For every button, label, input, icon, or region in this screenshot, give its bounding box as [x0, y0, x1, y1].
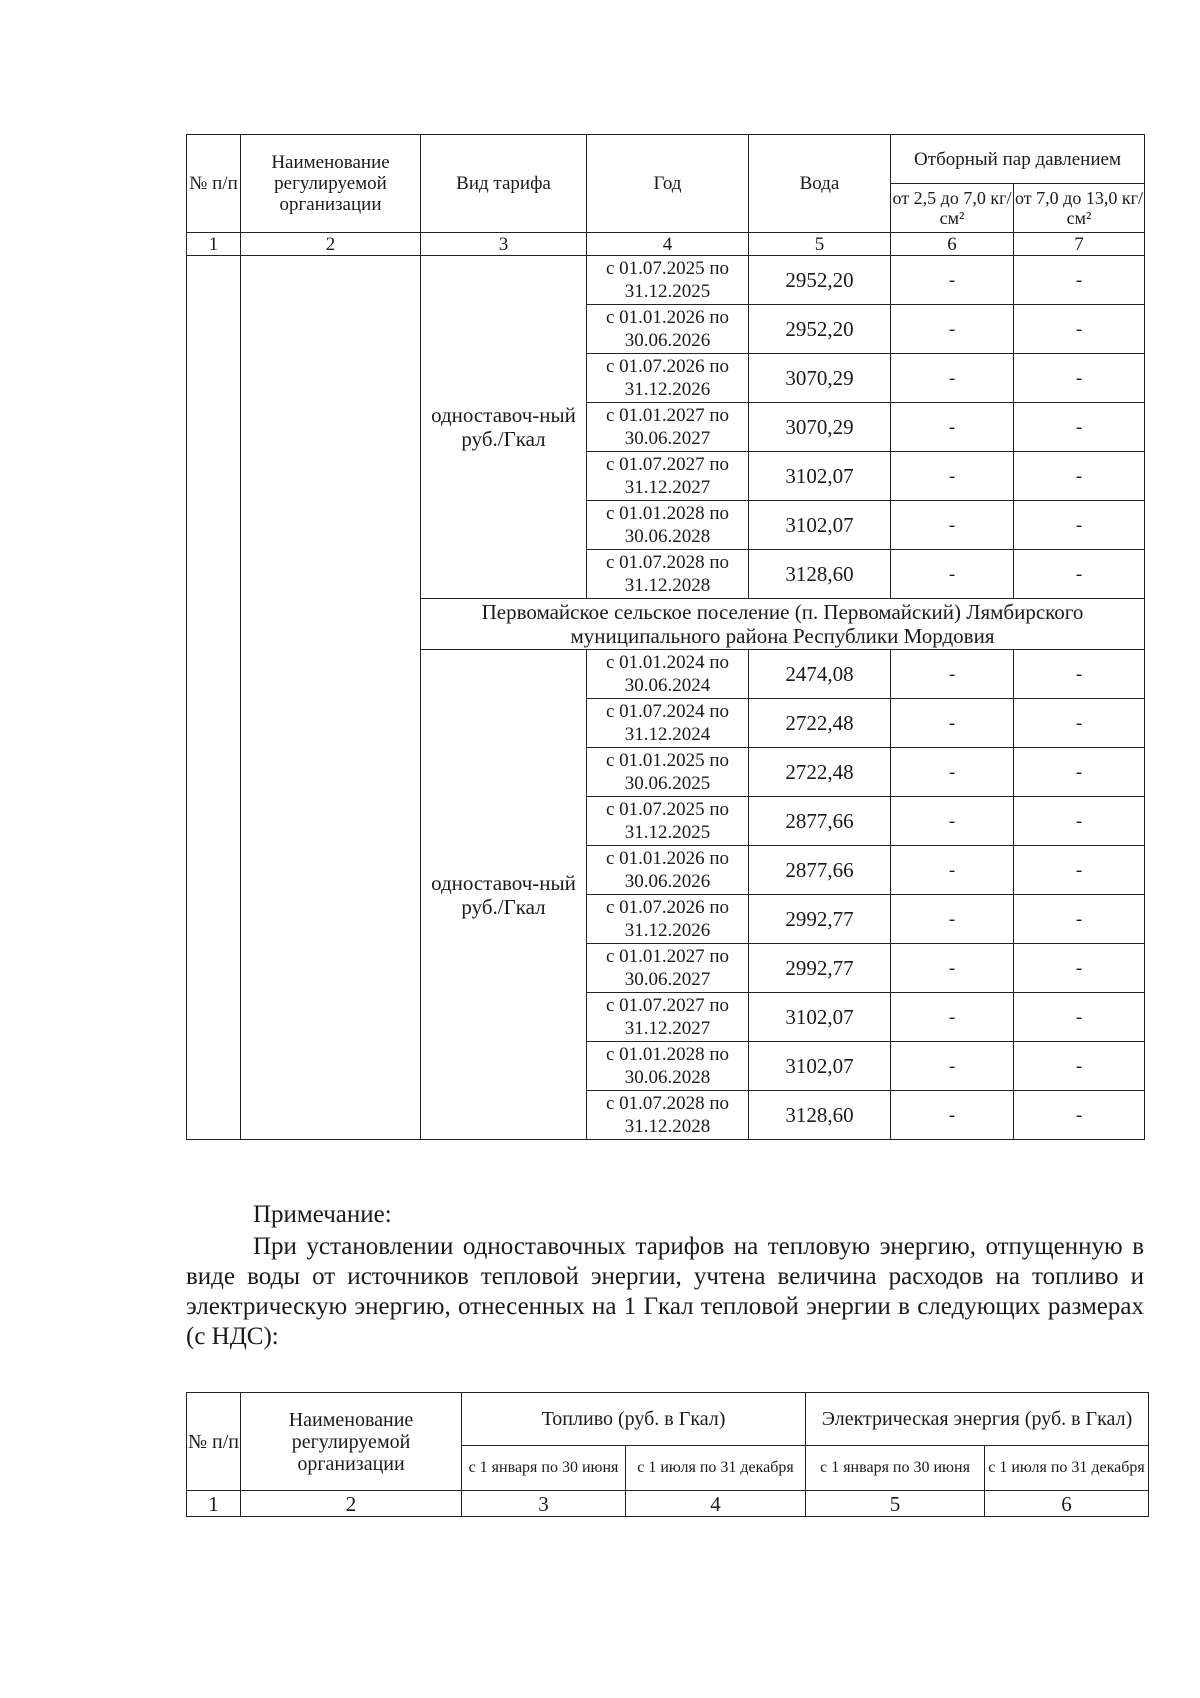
steam-high-cell: -: [1014, 1091, 1145, 1140]
column-number: 7: [1014, 233, 1145, 256]
t2-header-electricity: Электрическая энергия (руб. в Гкал): [806, 1393, 1149, 1446]
header-steam-low: от 2,5 до 7,0 кг/см²: [891, 184, 1014, 233]
period-cell: с 01.01.2025 по 30.06.2025: [587, 748, 749, 797]
region-title: Первомайское сельское поселение (п. Первомайский) Лямбирского муниципального района Республики Мордовия: [421, 599, 1145, 650]
water-tariff-cell: 2877,66: [749, 797, 891, 846]
steam-high-cell: -: [1014, 305, 1145, 354]
steam-low-cell: -: [891, 699, 1014, 748]
period-cell: с 01.07.2026 по 31.12.2026: [587, 895, 749, 944]
steam-high-cell: -: [1014, 748, 1145, 797]
water-tariff-cell: 2474,08: [749, 650, 891, 699]
t2-header-org: Наименование регулируемой организации: [241, 1393, 462, 1491]
steam-high-cell: -: [1014, 797, 1145, 846]
column-number: 5: [749, 233, 891, 256]
water-tariff-cell: 2952,20: [749, 256, 891, 305]
header-num: № п/п: [187, 135, 241, 233]
period-cell: с 01.07.2024 по 31.12.2024: [587, 699, 749, 748]
header-org: Наименование регулируемой организации: [241, 135, 421, 233]
column-number: 5: [806, 1491, 985, 1517]
water-tariff-cell: 3102,07: [749, 452, 891, 501]
header-tariff-type: Вид тарифа: [421, 135, 587, 233]
note-text: При установлении одноставочных тарифов на тепловую энергию, отпущенную в виде воды от источников тепловой энергии, учтена величина расходов на топливо и электрическую энергию, отнесенных на 1 Гкал тепловой энергии в следующих размерах (с НДС):: [186, 1233, 1144, 1350]
steam-low-cell: -: [891, 895, 1014, 944]
t2-header-num: № п/п: [187, 1393, 241, 1491]
steam-low-cell: -: [891, 305, 1014, 354]
period-cell: с 01.07.2026 по 31.12.2026: [587, 354, 749, 403]
steam-high-cell: -: [1014, 993, 1145, 1042]
period-cell: с 01.01.2027 по 30.06.2027: [587, 944, 749, 993]
steam-high-cell: -: [1014, 1042, 1145, 1091]
tariff-type-cell: одноставоч-ный руб./Гкал: [421, 650, 587, 1140]
water-tariff-cell: 2722,48: [749, 748, 891, 797]
column-number: 3: [462, 1491, 626, 1517]
period-cell: с 01.07.2027 по 31.12.2027: [587, 452, 749, 501]
column-number: 1: [187, 1491, 241, 1517]
period-cell: с 01.01.2024 по 30.06.2024: [587, 650, 749, 699]
org-name-cell: [241, 256, 421, 1140]
row-num-cell: [187, 256, 241, 1140]
steam-low-cell: -: [891, 354, 1014, 403]
water-tariff-cell: 3102,07: [749, 993, 891, 1042]
water-tariff-cell: 2722,48: [749, 699, 891, 748]
steam-high-cell: -: [1014, 256, 1145, 305]
water-tariff-cell: 2992,77: [749, 895, 891, 944]
water-tariff-cell: 3070,29: [749, 403, 891, 452]
steam-high-cell: -: [1014, 846, 1145, 895]
period-cell: с 01.07.2028 по 31.12.2028: [587, 1091, 749, 1140]
t2-header-elec-jul-dec: с 1 июля по 31 декабря: [985, 1446, 1149, 1491]
water-tariff-cell: 3070,29: [749, 354, 891, 403]
header-water: Вода: [749, 135, 891, 233]
steam-high-cell: -: [1014, 501, 1145, 550]
steam-low-cell: -: [891, 748, 1014, 797]
column-number: 2: [241, 233, 421, 256]
column-number: 4: [626, 1491, 806, 1517]
column-number: 1: [187, 233, 241, 256]
water-tariff-cell: 3128,60: [749, 1091, 891, 1140]
steam-low-cell: -: [891, 1042, 1014, 1091]
steam-high-cell: -: [1014, 452, 1145, 501]
column-number: 6: [891, 233, 1014, 256]
water-tariff-cell: 2877,66: [749, 846, 891, 895]
period-cell: с 01.01.2027 по 30.06.2027: [587, 403, 749, 452]
header-steam: Отборный пар давлением: [891, 135, 1145, 184]
column-number: 2: [241, 1491, 462, 1517]
period-cell: с 01.01.2028 по 30.06.2028: [587, 1042, 749, 1091]
t2-header-elec-jan-jun: с 1 января по 30 июня: [806, 1446, 985, 1491]
steam-low-cell: -: [891, 403, 1014, 452]
steam-low-cell: -: [891, 256, 1014, 305]
table-row: [187, 256, 1145, 305]
period-cell: с 01.07.2025 по 31.12.2025: [587, 256, 749, 305]
water-tariff-cell: 3102,07: [749, 501, 891, 550]
water-tariff-cell: 3102,07: [749, 1042, 891, 1091]
column-number: 3: [421, 233, 587, 256]
water-tariff-cell: 2952,20: [749, 305, 891, 354]
fuel-electricity-table: [186, 1392, 1149, 1517]
note-title: Примечание:: [253, 1201, 392, 1228]
period-cell: с 01.07.2025 по 31.12.2025: [587, 797, 749, 846]
steam-high-cell: -: [1014, 650, 1145, 699]
period-cell: с 01.07.2028 по 31.12.2028: [587, 550, 749, 599]
steam-low-cell: -: [891, 846, 1014, 895]
column-number: 6: [985, 1491, 1149, 1517]
period-cell: с 01.01.2028 по 30.06.2028: [587, 501, 749, 550]
steam-low-cell: -: [891, 501, 1014, 550]
water-tariff-cell: 2992,77: [749, 944, 891, 993]
period-cell: с 01.01.2026 по 30.06.2026: [587, 846, 749, 895]
steam-low-cell: -: [891, 1091, 1014, 1140]
period-cell: с 01.07.2027 по 31.12.2027: [587, 993, 749, 1042]
steam-low-cell: -: [891, 797, 1014, 846]
water-tariff-cell: 3128,60: [749, 550, 891, 599]
note-block: [186, 1200, 1144, 1352]
tariff-type-cell: одноставоч-ный руб./Гкал: [421, 256, 587, 599]
steam-high-cell: -: [1014, 550, 1145, 599]
steam-high-cell: -: [1014, 895, 1145, 944]
header-year: Год: [587, 135, 749, 233]
steam-low-cell: -: [891, 550, 1014, 599]
period-cell: с 01.01.2026 по 30.06.2026: [587, 305, 749, 354]
steam-high-cell: -: [1014, 403, 1145, 452]
steam-low-cell: -: [891, 993, 1014, 1042]
steam-high-cell: -: [1014, 944, 1145, 993]
tariff-table: [186, 134, 1145, 1140]
steam-low-cell: -: [891, 944, 1014, 993]
t2-header-fuel-jan-jun: с 1 января по 30 июня: [462, 1446, 626, 1491]
steam-low-cell: -: [891, 452, 1014, 501]
header-steam-high: от 7,0 до 13,0 кг/см²: [1014, 184, 1145, 233]
steam-high-cell: -: [1014, 354, 1145, 403]
steam-high-cell: -: [1014, 699, 1145, 748]
t2-header-fuel-jul-dec: с 1 июля по 31 декабря: [626, 1446, 806, 1491]
t2-header-fuel: Топливо (руб. в Гкал): [462, 1393, 806, 1446]
column-number: 4: [587, 233, 749, 256]
steam-low-cell: -: [891, 650, 1014, 699]
